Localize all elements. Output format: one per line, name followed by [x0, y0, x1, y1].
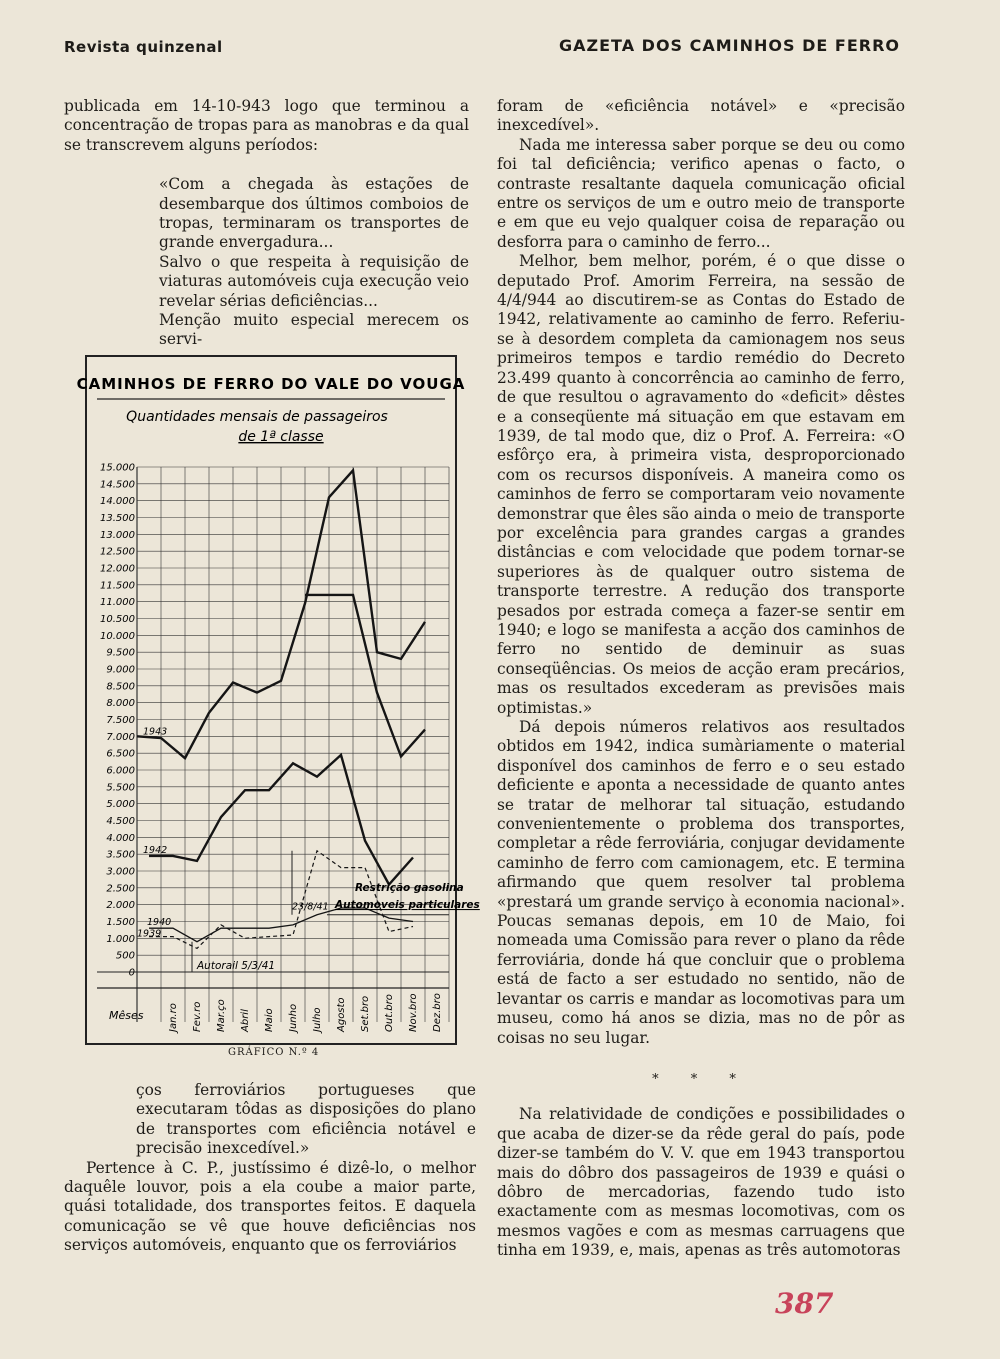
x-tick-label: Jan.ro — [168, 1003, 179, 1032]
y-tick-label: 4.500 — [106, 816, 135, 827]
series-line-1943 — [305, 595, 425, 757]
y-tick-label: 9.500 — [106, 647, 135, 659]
y-tick-label: 10.500 — [100, 614, 135, 625]
y-tick-label: 6.000 — [106, 765, 135, 777]
y-tick-label: 14.000 — [100, 496, 135, 508]
x-axis-label: Mêses — [109, 1009, 144, 1022]
y-tick-label: 5.500 — [106, 782, 135, 794]
y-tick-label: 3.000 — [106, 866, 135, 878]
chart-labels — [137, 726, 480, 972]
section-divider: * * * — [652, 1071, 750, 1087]
chart-grid — [97, 463, 449, 1035]
y-tick-label: 0 — [128, 967, 135, 979]
y-tick-label: 6.500 — [106, 748, 135, 760]
x-tick-label: Fev.ro — [192, 1001, 203, 1032]
chart-subtitle-2: de 1ª classe — [238, 429, 324, 445]
series-label-1942: 1942 — [143, 844, 168, 856]
header-journal: Revista quinzenal — [64, 38, 223, 56]
x-tick-label: Dez.bro — [432, 993, 443, 1032]
y-tick-label: 7.000 — [106, 731, 135, 743]
x-tick-label: Abril — [240, 1009, 251, 1032]
x-tick-label: Mar.ço — [216, 999, 227, 1032]
x-tick-label: Junho — [288, 1003, 299, 1032]
annotation-restricao: Restrição gasolina — [355, 882, 464, 895]
quote-block — [64, 175, 469, 350]
paragraph: foram de «eficiência notável» e «precisão inexcedível». — [497, 97, 905, 135]
chart-title: CAMINHOS DE FERRO DO VALE DO VOUGA — [76, 375, 466, 393]
quote-paragraph: «Com a chegada às estações de desembarque dos últimos comboios de tropas, terminaram os transportes de grande envergadura... — [159, 175, 469, 252]
y-tick-label: 2.500 — [106, 883, 135, 895]
quote-paragraph: Salvo o que respeita à requisição de viaturas automóveis cuja execução veio revelar sérias deficiências... — [159, 252, 469, 310]
header-title: GAZETA DOS CAMINHOS DE FERRO — [558, 36, 900, 55]
left-column-top — [64, 97, 469, 350]
series-label-1939: 1939 — [137, 928, 162, 940]
y-tick-label: 10.000 — [100, 630, 135, 642]
y-tick-label: 9.000 — [106, 664, 135, 676]
y-tick-label: 7.500 — [106, 715, 135, 726]
annotation-autorail: Autorail 5/3/41 — [197, 960, 276, 972]
chart-caption: GRÁFICO N.º 4 — [228, 1047, 320, 1058]
y-tick-label: 1.000 — [106, 933, 135, 945]
y-tick-label: 13.000 — [100, 529, 135, 541]
y-tick-label: 12.000 — [100, 563, 135, 575]
passenger-chart — [76, 357, 480, 1043]
x-tick-label: Set.bro — [360, 995, 371, 1032]
right-column — [497, 97, 905, 1261]
y-tick-label: 5.000 — [106, 799, 135, 811]
annotation-automoveis: Automoveis particulares — [335, 899, 480, 912]
y-tick-label: 8.000 — [106, 698, 135, 710]
series-label-1943: 1943 — [143, 726, 168, 738]
quote-paragraph: ços ferroviários portugueses que executaram tôdas as disposições do plano de transportes com eficiência notável e precisão inexcedível.» — [136, 1081, 476, 1158]
x-tick-label: Maio — [264, 1008, 275, 1032]
quote-paragraph: Menção muito especial merecem os servi- — [159, 311, 469, 349]
y-tick-label: 500 — [115, 950, 135, 962]
chart-figure — [76, 355, 480, 1045]
x-tick-label: Agosto — [336, 997, 347, 1032]
chart-subtitle: Quantidades mensais de passageiros — [126, 409, 388, 425]
quote-continuation — [64, 1081, 476, 1159]
y-tick-label: 4.000 — [106, 832, 135, 844]
x-tick-label: Nov.bro — [408, 993, 419, 1032]
y-tick-label: 8.500 — [106, 681, 135, 693]
x-tick-label: Out.bro — [384, 994, 395, 1032]
paragraph: publicada em 14-10-943 logo que terminou a concentração de tropas para as manobras e da qual se transcrevem alguns períodos: — [64, 97, 469, 154]
y-tick-label: 15.000 — [100, 462, 135, 474]
x-tick-label: Julho — [312, 1007, 323, 1032]
y-tick-label: 1.500 — [106, 917, 135, 928]
paragraph: Dá depois números relativos aos resultados obtidos em 1942, indica sumàriamente o material disponível dos caminhos de ferro e o seu estado deficiente e aponta a necessidade de quanto antes se tratar de melhorar tal situação, estudando convenientemente o problema dos transportes, completar a rêde ferroviária, conjugar devidamente caminho de ferro com camionagem, etc. E termina afirmando que quem resolver tal problema «prestará um grande serviço à economia nacional». Poucas semanas depois, em 10 de Maio, foi nomeada uma Comissão para rever o plano da rêde ferroviária, donde há que concluir que o problema está de facto a ser estudado no sentido, não de levantar os carris e mandar as locomotivas para um museu, como há anos se dizia, mas no de pôr as coisas no seu lugar. — [497, 718, 905, 1047]
annotation-date: 23/8/41 — [292, 901, 329, 913]
y-tick-label: 11.000 — [100, 597, 135, 609]
y-tick-label: 12.500 — [100, 546, 135, 558]
y-tick-label: 2.000 — [106, 900, 135, 912]
y-tick-label: 11.500 — [100, 580, 135, 592]
paragraph: Na relatividade de condições e possibilidades o que acaba de dizer-se da rêde geral do país, pode dizer-se também do V. V. que em 1943 transportou mais do dôbro dos passageiros de 1939 e quási o dôbro de mercadorias, fazendo tudo isto exactamente com as mesmas locomotivas, com os mesmos vagões e com as mesmas carruagens que tinha em 1939, e, mais, apenas as três automotoras — [497, 1105, 905, 1260]
paragraph: Melhor, bem melhor, porém, é o que disse o deputado Prof. Amorim Ferreira, na sessão de 4/4/944 ao discutirem-se as Contas do Estado de 1942, relativamente ao caminho de ferro. Referiu-se à desordem completa da camionagem nos seus primeiros tempos e tardio remédio do Decreto 23.499 quanto à concorrência ao caminho de ferro, de que resultou o agravamento do «deficit» dêstes e a conseqüente má situação em que estavam em 1939, de tal modo que, diz o Prof. A. Ferreira: «O esfôrço era, à primeira vista, desproporcionado com os recursos disponíveis. A maneira como os caminhos de ferro se comportaram veio novamente demonstrar que êles são ainda o meio de transporte por excelência para grandes cargas a grandes distâncias e com velocidade que podem tornar-se superiores às de qualquer outro sistema de transporte terrestre. A redução dos transporte pesados por estrada começa a fazer-se sentir em 1940; e logo se manifesta a acção dos caminhos de ferro no sentido de deminuir as suas conseqüências. Os meios de acção eram precários, mas os resultados excederam as previsões mais optimistas.» — [497, 252, 905, 717]
page-number: 387 — [775, 1287, 834, 1320]
paragraph: Nada me interessa saber porque se deu ou como foi tal deficiência; verifico apenas o facto, o contraste resaltante daquela comunicação oficial entre os serviços de um e outro meio de transporte e em que eu vejo qualquer coisa de reparação ou desforra para o caminho de ferro... — [497, 135, 905, 251]
left-column-bottom — [64, 1081, 476, 1256]
series-label-1940: 1940 — [147, 917, 172, 929]
paragraph: Pertence à C. P., justíssimo é dizê-lo, o melhor daquêle louvor, pois a ela coube a maior parte, quási totalidade, dos transportes feitos. E daquela comunicação se vê que houve deficiências nos serviços automóveis, enquanto que os ferroviários — [64, 1158, 476, 1255]
y-tick-label: 3.500 — [106, 849, 135, 861]
y-tick-label: 13.500 — [100, 513, 135, 524]
y-tick-label: 14.500 — [100, 479, 135, 491]
